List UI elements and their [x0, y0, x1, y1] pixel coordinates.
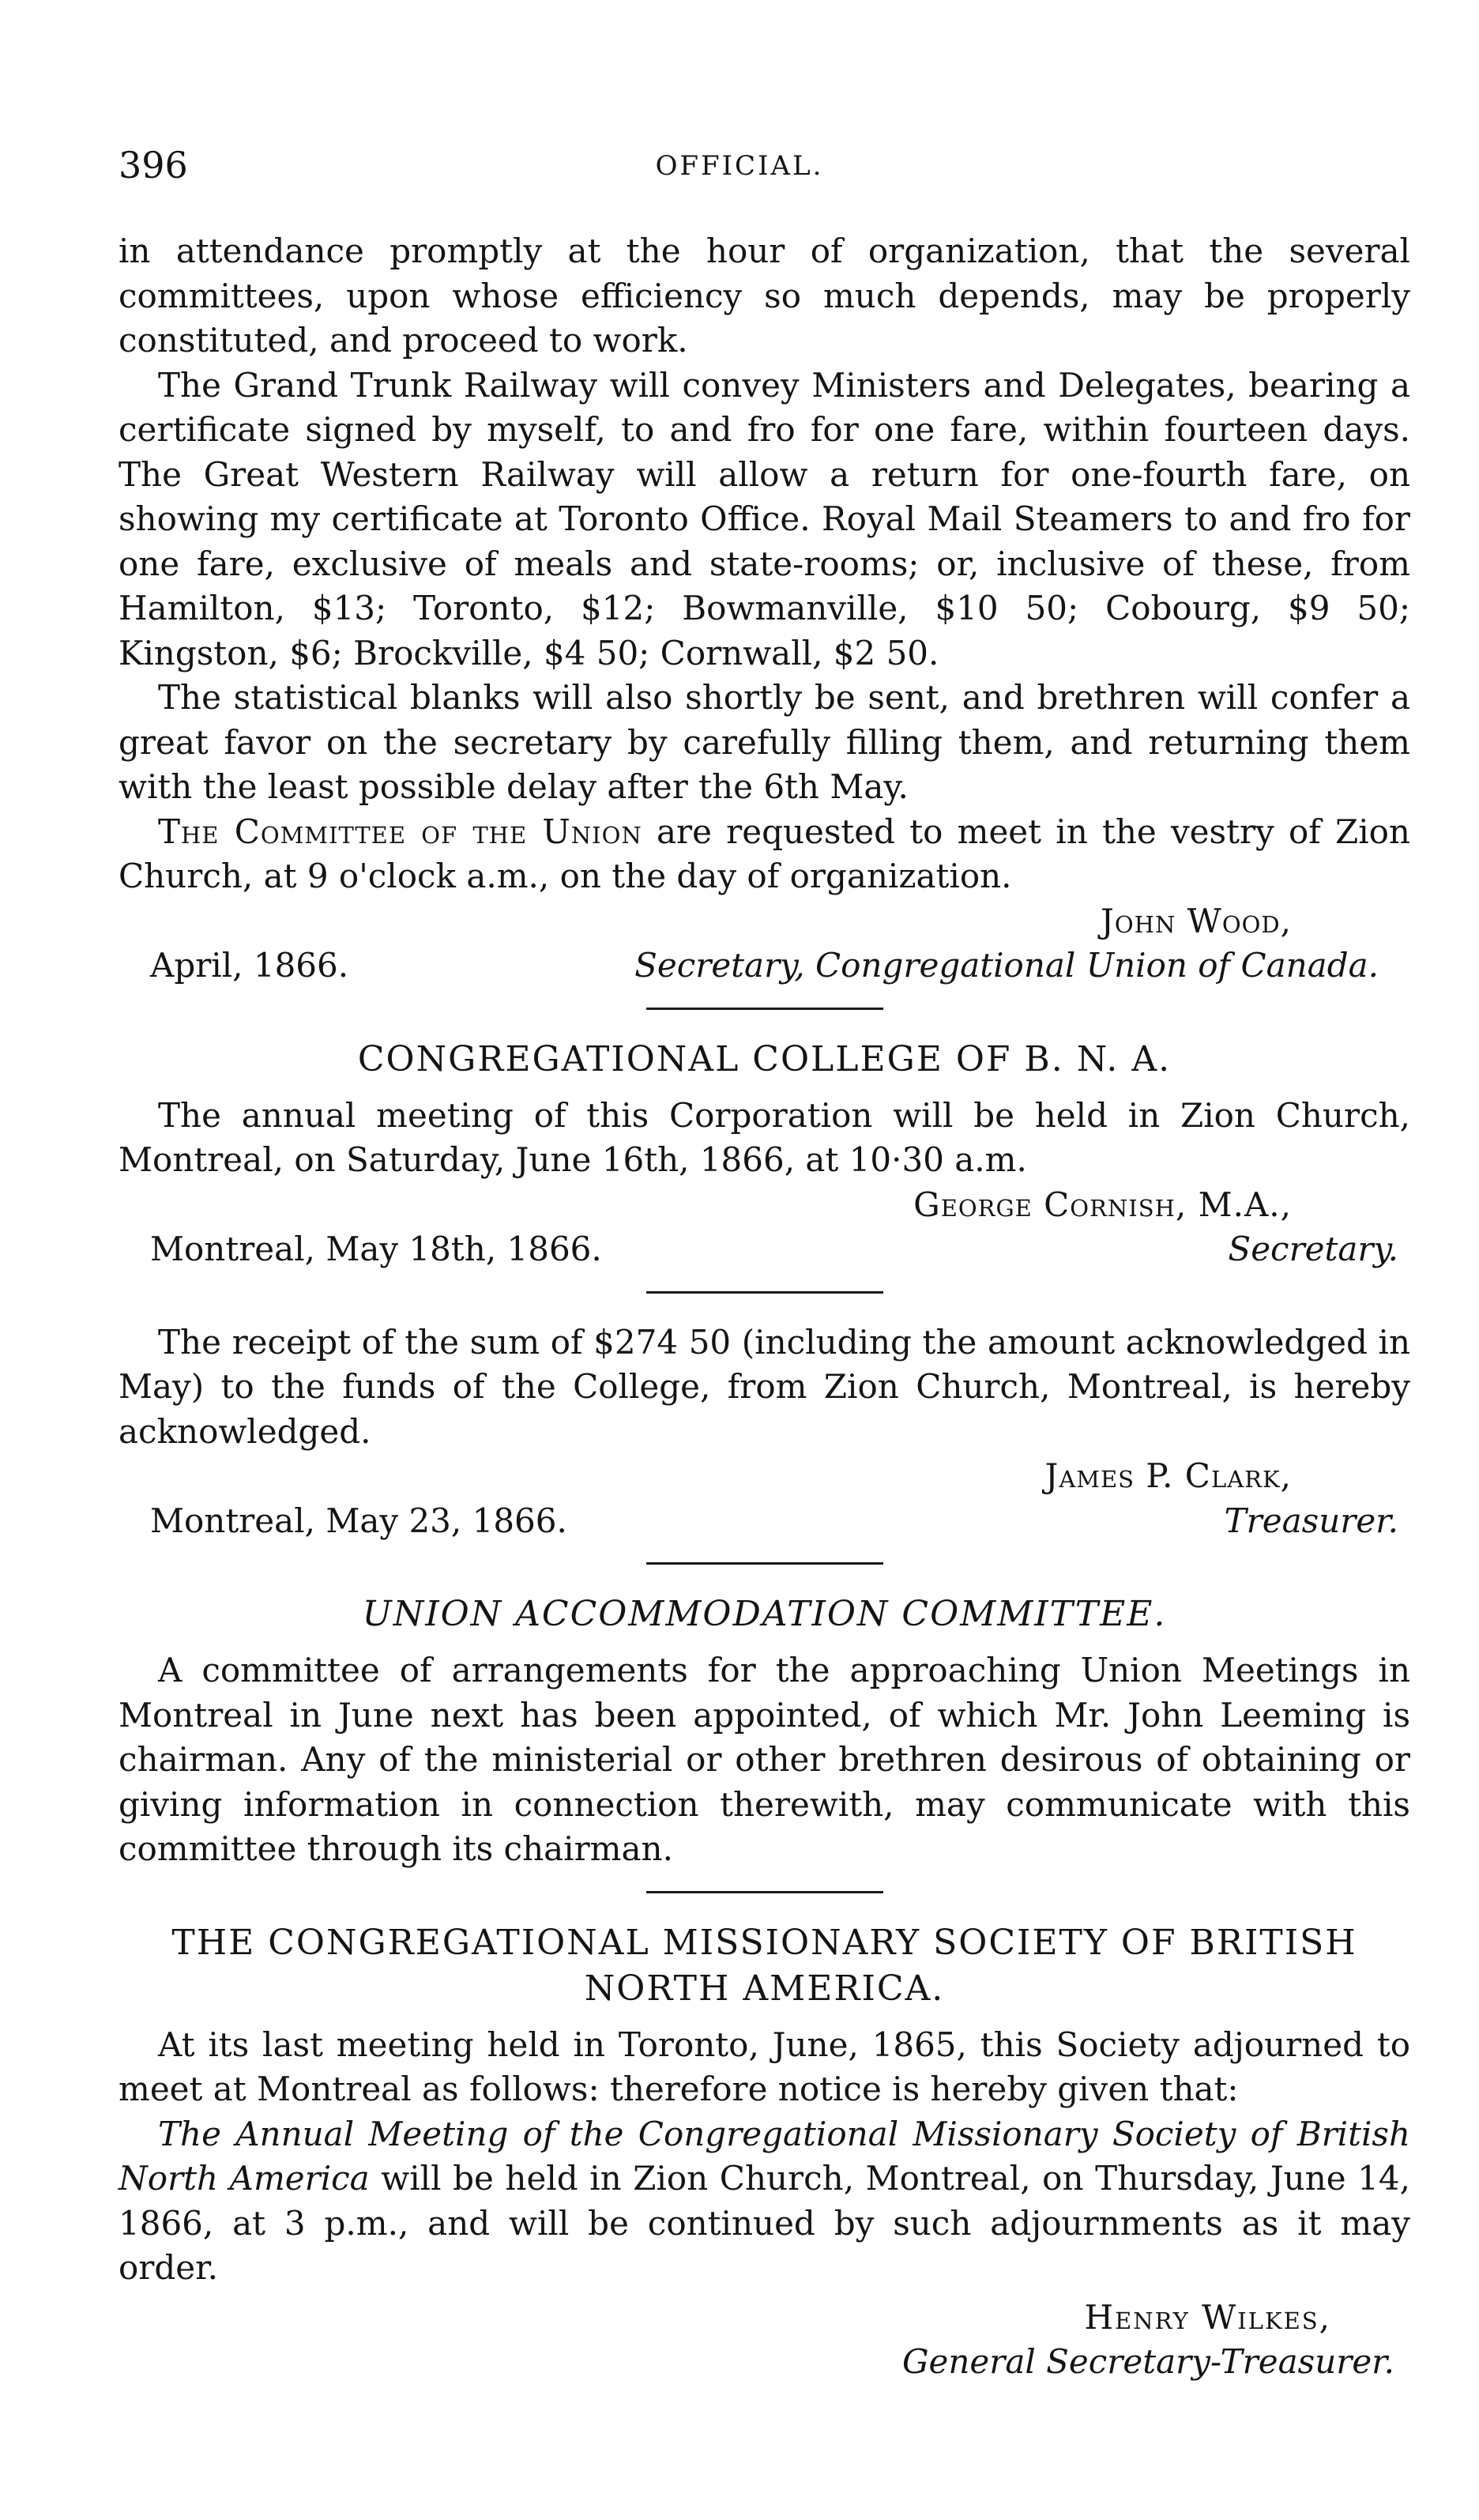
paragraph-text: are requested to meet in the vestry of Zion Church, at 9 o'clock a.m., on the day of organization. [119, 812, 1410, 895]
paragraph-text: will be held in Zion Church, Montreal, on Thursday, June 14, 1866, at 3 p.m., and will be continued by such adjournments as it may order. [119, 2159, 1410, 2287]
signer-name: John Wood, [1101, 901, 1292, 940]
paragraph: The statistical blanks will also shortly be sent, and brethren will confer a great favor on the secretary by carefully filling them, and returning them with the least possible delay after the 6th May. [119, 678, 1410, 806]
running-title: OFFICIAL. [655, 150, 824, 182]
paragraph [119, 810, 1410, 899]
signer-role: Treasurer. [1224, 1501, 1398, 1540]
signature-date: Montreal, May 23, 1866. [150, 1501, 567, 1540]
section-divider [646, 1891, 883, 1893]
signature-row [119, 1499, 1410, 1544]
paragraph [119, 2112, 1410, 2291]
section-divider [646, 1562, 883, 1565]
paragraph: At its last meeting held in Toronto, June, 1865, this Society adjourned to meet at Montreal as follows: therefore notice is hereby given that: [119, 2025, 1410, 2108]
signer-name: Henry Wilkes, [1084, 2297, 1331, 2337]
paragraph: in attendance promptly at the hour of organization, that the several committees, upon whose efficiency so much depends, may be properly constituted, and proceed to work. [119, 232, 1410, 360]
paragraph: The Grand Trunk Railway will convey Ministers and Delegates, bearing a certificate signed by myself, to and fro for one fare, within fourteen days. The Great Western Railway will allow a return for one-fourth fare, on showing my certificate at Toronto Office. Royal Mail Steamers to and fro for one fare, exclusive of meals and state-rooms; or, inclusive of these, from Hamilton, $13; Toronto, $12; Bowmanville, $10 50; Cobourg, $9 50; Kingston, $6; Brockville, $4 50; Cornwall, $2 50. [119, 365, 1410, 672]
signature-date: April, 1866. [150, 946, 349, 985]
page-number: 396 [119, 144, 188, 186]
running-header [119, 144, 1360, 191]
signature-row [119, 944, 1410, 989]
signer-name: George Cornish, M.A., [913, 1185, 1292, 1224]
accommodation-notice [119, 1591, 1410, 1872]
paragraph: A committee of arrangements for the approaching Union Meetings in Montreal in June next has been appointed, of which Mr. John Leeming is chairman. Any of the ministerial or other brethren desirous of obtaining or giving information in connection therewith, may communicate with this committee through its chairman. [119, 1651, 1410, 1868]
section-heading: CONGREGATIONAL COLLEGE OF B. N. A. [357, 1038, 1172, 1079]
signature-row [119, 1227, 1410, 1272]
paragraph: The receipt of the sum of $274 50 (including the amount acknowledged in May) to the funds of the College, from Zion Church, Montreal, is hereby acknowledged. [119, 1322, 1410, 1451]
paragraph: The annual meeting of this Corporation will be held in Zion Church, Montreal, on Saturday, June 16th, 1866, at 10·30 a.m. [119, 1095, 1410, 1179]
meeting-name: The Annual Meeting of the Congregational Missionary Society of British North America [119, 2114, 1410, 2198]
signer-name: James P. Clark, [1044, 1456, 1292, 1495]
section-divider [646, 1008, 883, 1010]
missionary-society-notice [119, 1920, 1410, 2386]
college-notice [119, 1037, 1410, 1544]
section-heading: THE CONGREGATIONAL MISSIONARY SOCIETY OF BRITISH NORTH AMERICA. [171, 1922, 1357, 2009]
committee-lead: The Committee of the Union [158, 812, 642, 851]
signature-block [119, 2291, 1410, 2386]
signer-role: Secretary. [1228, 1230, 1398, 1268]
signer-role: Secretary, Congregational Union of Canada. [634, 946, 1379, 985]
section-divider [646, 1291, 883, 1294]
union-meeting-notice [119, 229, 1410, 989]
signer-role: General Secretary-Treasurer. [901, 2341, 1394, 2381]
page-body [119, 229, 1410, 2386]
signature-date: Montreal, May 18th, 1866. [150, 1230, 602, 1268]
section-heading: UNION ACCOMMODATION COMMITTEE. [362, 1594, 1167, 1634]
